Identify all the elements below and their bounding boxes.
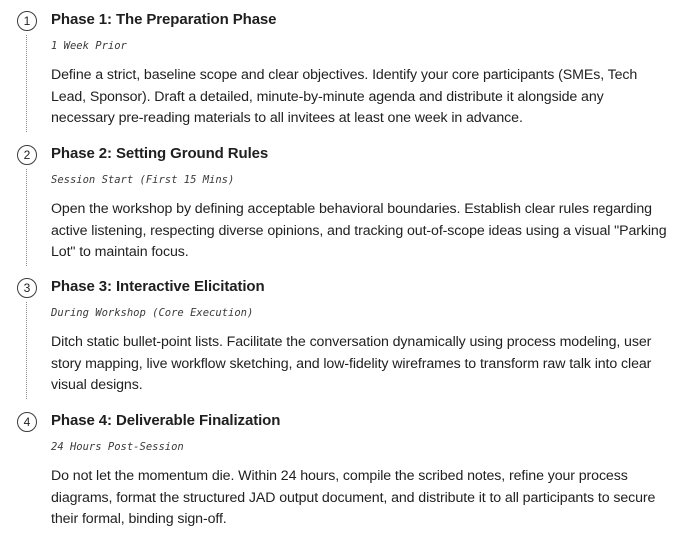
step-number-circle — [17, 412, 37, 432]
phase-title: Phase 2: Setting Ground Rules — [51, 145, 269, 162]
phase-description: Ditch static bullet-point lists. Facilitate the conversation dynamically using process modeling, user story mapping, live workflow sketching, and low-fidelity wireframes to transform raw talk into clear visual designs. — [51, 334, 652, 393]
phase-title: Phase 3: Interactive Elicitation — [51, 278, 265, 295]
step-number: 3 — [23, 281, 31, 295]
phase-description: Define a strict, baseline scope and clear objectives. Identify your core participants (SMEs, Tech Lead, Sponsor). Draft a detailed, minute-by-minute agenda and distribute it alongside any necessary pre-reading materials to all invitees at least one week in advance. — [51, 67, 638, 126]
phase-step-3 — [0, 267, 678, 401]
step-number-circle — [17, 278, 37, 298]
timeline-connector — [26, 302, 27, 399]
step-number-circle — [17, 11, 37, 31]
phase-title: Phase 1: The Preparation Phase — [51, 11, 277, 28]
phase-description: Open the workshop by defining acceptable behavioral boundaries. Establish clear rules regarding active listening, respecting diverse opinions, and tracking out-of-scope ideas using a visual "Parking Lot" to maintain focus. — [51, 201, 667, 260]
step-number: 1 — [23, 14, 31, 28]
phase-timing: During Workshop (Core Execution) — [51, 307, 254, 319]
phase-timing: 24 Hours Post-Session — [51, 441, 184, 453]
step-number: 4 — [23, 415, 31, 429]
step-number: 2 — [23, 148, 31, 162]
phase-step-2 — [0, 134, 678, 268]
phase-title: Phase 4: Deliverable Finalization — [51, 412, 281, 429]
timeline-connector — [26, 169, 27, 266]
phase-step-1 — [0, 0, 678, 134]
timeline-connector — [26, 35, 27, 132]
phase-description: Do not let the momentum die. Within 24 hours, compile the scribed notes, refine your process diagrams, format the structured JAD output document, and distribute it to all participants to secure their formal, binding sign-off. — [51, 468, 656, 527]
phase-step-4 — [0, 401, 678, 547]
step-number-circle — [17, 145, 37, 165]
phase-timing: 1 Week Prior — [51, 40, 127, 52]
phase-timing: Session Start (First 15 Mins) — [51, 174, 235, 186]
